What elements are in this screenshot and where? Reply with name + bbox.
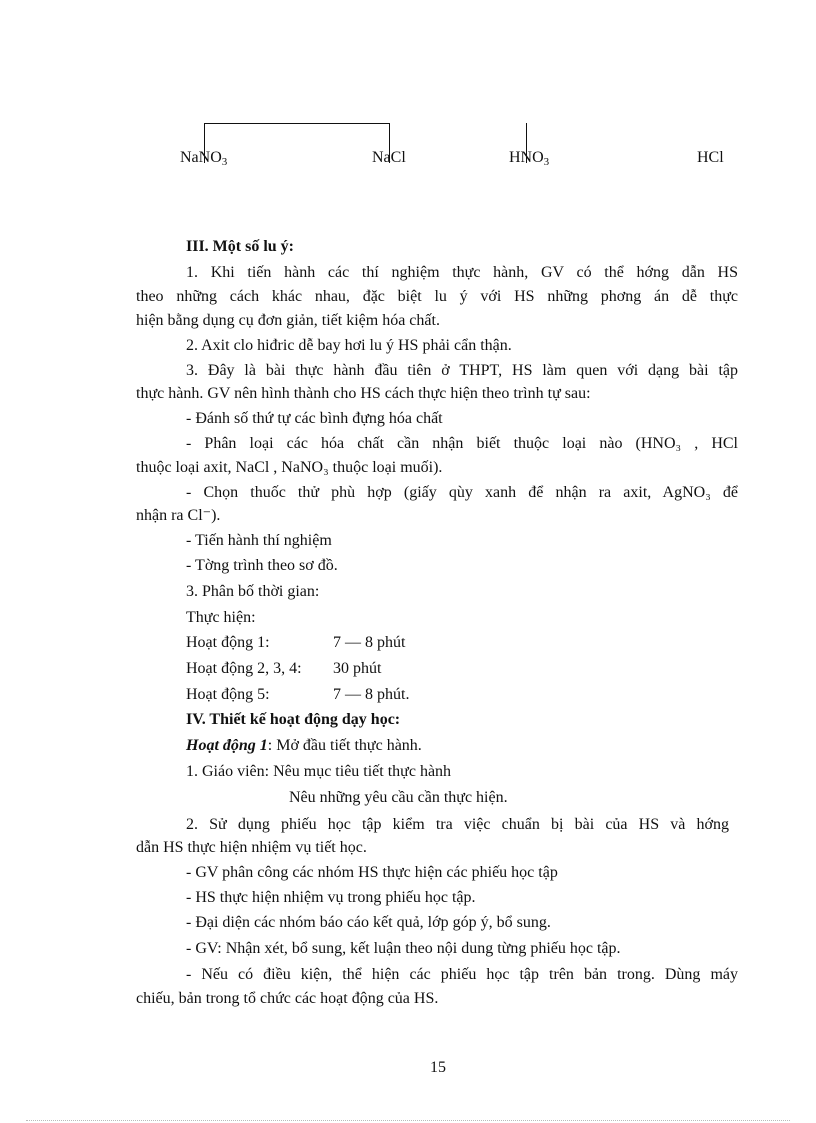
paragraph-2: 2. Axit clo hiđric dễ bay hơi lu ý HS phải cẩn thận. bbox=[186, 337, 512, 354]
duty-5-line-2: chiếu, bản trong tổ chức các hoạt động của HS. bbox=[136, 990, 439, 1007]
section-4-heading: IV. Thiết kế hoạt động dạy học: bbox=[186, 711, 401, 728]
chem-nano3: NaNO3 bbox=[180, 149, 228, 168]
teacher-line-2: Nêu những yêu cầu cần thực hiện. bbox=[289, 789, 508, 806]
paragraph-3-line-2: thực hành. GV nên hình thành cho HS cách thực hiện theo trình tự sau: bbox=[136, 385, 591, 402]
duty-5-line-1: - Nếu có điều kiện, thể hiện các phiếu học tập trên bản trong. Dùng máy bbox=[186, 966, 738, 983]
duty-4: - GV: Nhận xét, bổ sung, kết luận theo nội dung từng phiếu học tập. bbox=[186, 940, 621, 957]
duty-1: - GV phân công các nhóm HS thực hiện các phiếu học tập bbox=[186, 864, 558, 881]
worksheet-line-2: dẫn HS thực hiện nhiệm vụ tiết học. bbox=[136, 839, 367, 856]
time-row-2 bbox=[186, 658, 738, 680]
chem-hcl: HCl bbox=[697, 149, 724, 166]
activity-1-line bbox=[186, 735, 738, 757]
teacher-line-1: 1. Giáo viên: Nêu mục tiêu tiết thực hành bbox=[186, 763, 452, 780]
footer-divider bbox=[26, 1120, 790, 1121]
bullet-3-line-2: nhận ra Cl⁻). bbox=[136, 507, 221, 524]
time-row-label: Hoạt động 2, 3, 4: bbox=[186, 660, 302, 677]
bullet-2-line-2: thuộc loại axit, NaCl , NaNO₃ thuộc loại muối). bbox=[136, 459, 443, 476]
paragraph-1-line-3: hiện bằng dụng cụ đơn giản, tiết kiệm hóa chất. bbox=[136, 312, 440, 329]
time-row-3 bbox=[186, 684, 738, 706]
activity-label: Hoạt động 1 bbox=[186, 737, 268, 754]
time-allocation-title: 3. Phân bố thời gian: bbox=[186, 583, 320, 600]
chem-nacl: NaCl bbox=[372, 149, 406, 166]
time-row-label: Hoạt động 1: bbox=[186, 634, 270, 651]
diagram-top-line bbox=[204, 123, 390, 124]
section-3-heading: III. Một số lu ý: bbox=[186, 238, 295, 255]
bullet-1: - Đánh số thứ tự các bình đựng hóa chất bbox=[186, 410, 443, 427]
time-row-1 bbox=[186, 632, 738, 654]
time-row-value: 7 — 8 phút. bbox=[333, 686, 410, 703]
bullet-4: - Tiến hành thí nghiệm bbox=[186, 532, 332, 549]
time-row-value: 30 phút bbox=[333, 660, 382, 677]
activity-text: : Mở đầu tiết thực hành. bbox=[267, 737, 422, 754]
time-row-value: 7 — 8 phút bbox=[333, 634, 406, 651]
bullet-3-line-1: - Chọn thuốc thử phù hợp (giấy qùy xanh để nhận ra axit, AgNO₃ để bbox=[186, 484, 738, 501]
execution-label: Thực hiện: bbox=[186, 609, 256, 626]
worksheet-line-1: 2. Sử dụng phiếu học tập kiểm tra việc chuẩn bị bài của HS và hớng bbox=[186, 816, 729, 833]
paragraph-1-line-2: theo những cách khác nhau, đặc biệt lu ý với HS những phơng án dễ thực bbox=[136, 288, 738, 305]
duty-3: - Đại diện các nhóm báo cáo kết quả, lớp góp ý, bổ sung. bbox=[186, 914, 551, 931]
paragraph-1-line-1: 1. Khi tiến hành các thí nghiệm thực hành, GV có thể hớng dẫn HS bbox=[186, 264, 738, 281]
paragraph-3-line-1: 3. Đây là bài thực hành đầu tiên ở THPT, HS làm quen với dạng bài tập bbox=[186, 362, 738, 379]
chem-hno3: HNO3 bbox=[509, 149, 550, 168]
time-row-label: Hoạt động 5: bbox=[186, 686, 270, 703]
duty-2: - HS thực hiện nhiệm vụ trong phiếu học tập. bbox=[186, 889, 476, 906]
bullet-5: - Tờng trình theo sơ đồ. bbox=[186, 557, 338, 574]
page-number: 15 bbox=[430, 1059, 446, 1076]
bullet-2-line-1: - Phân loại các hóa chất cần nhận biết thuộc loại nào (HNO₃ , HCl bbox=[186, 435, 738, 452]
